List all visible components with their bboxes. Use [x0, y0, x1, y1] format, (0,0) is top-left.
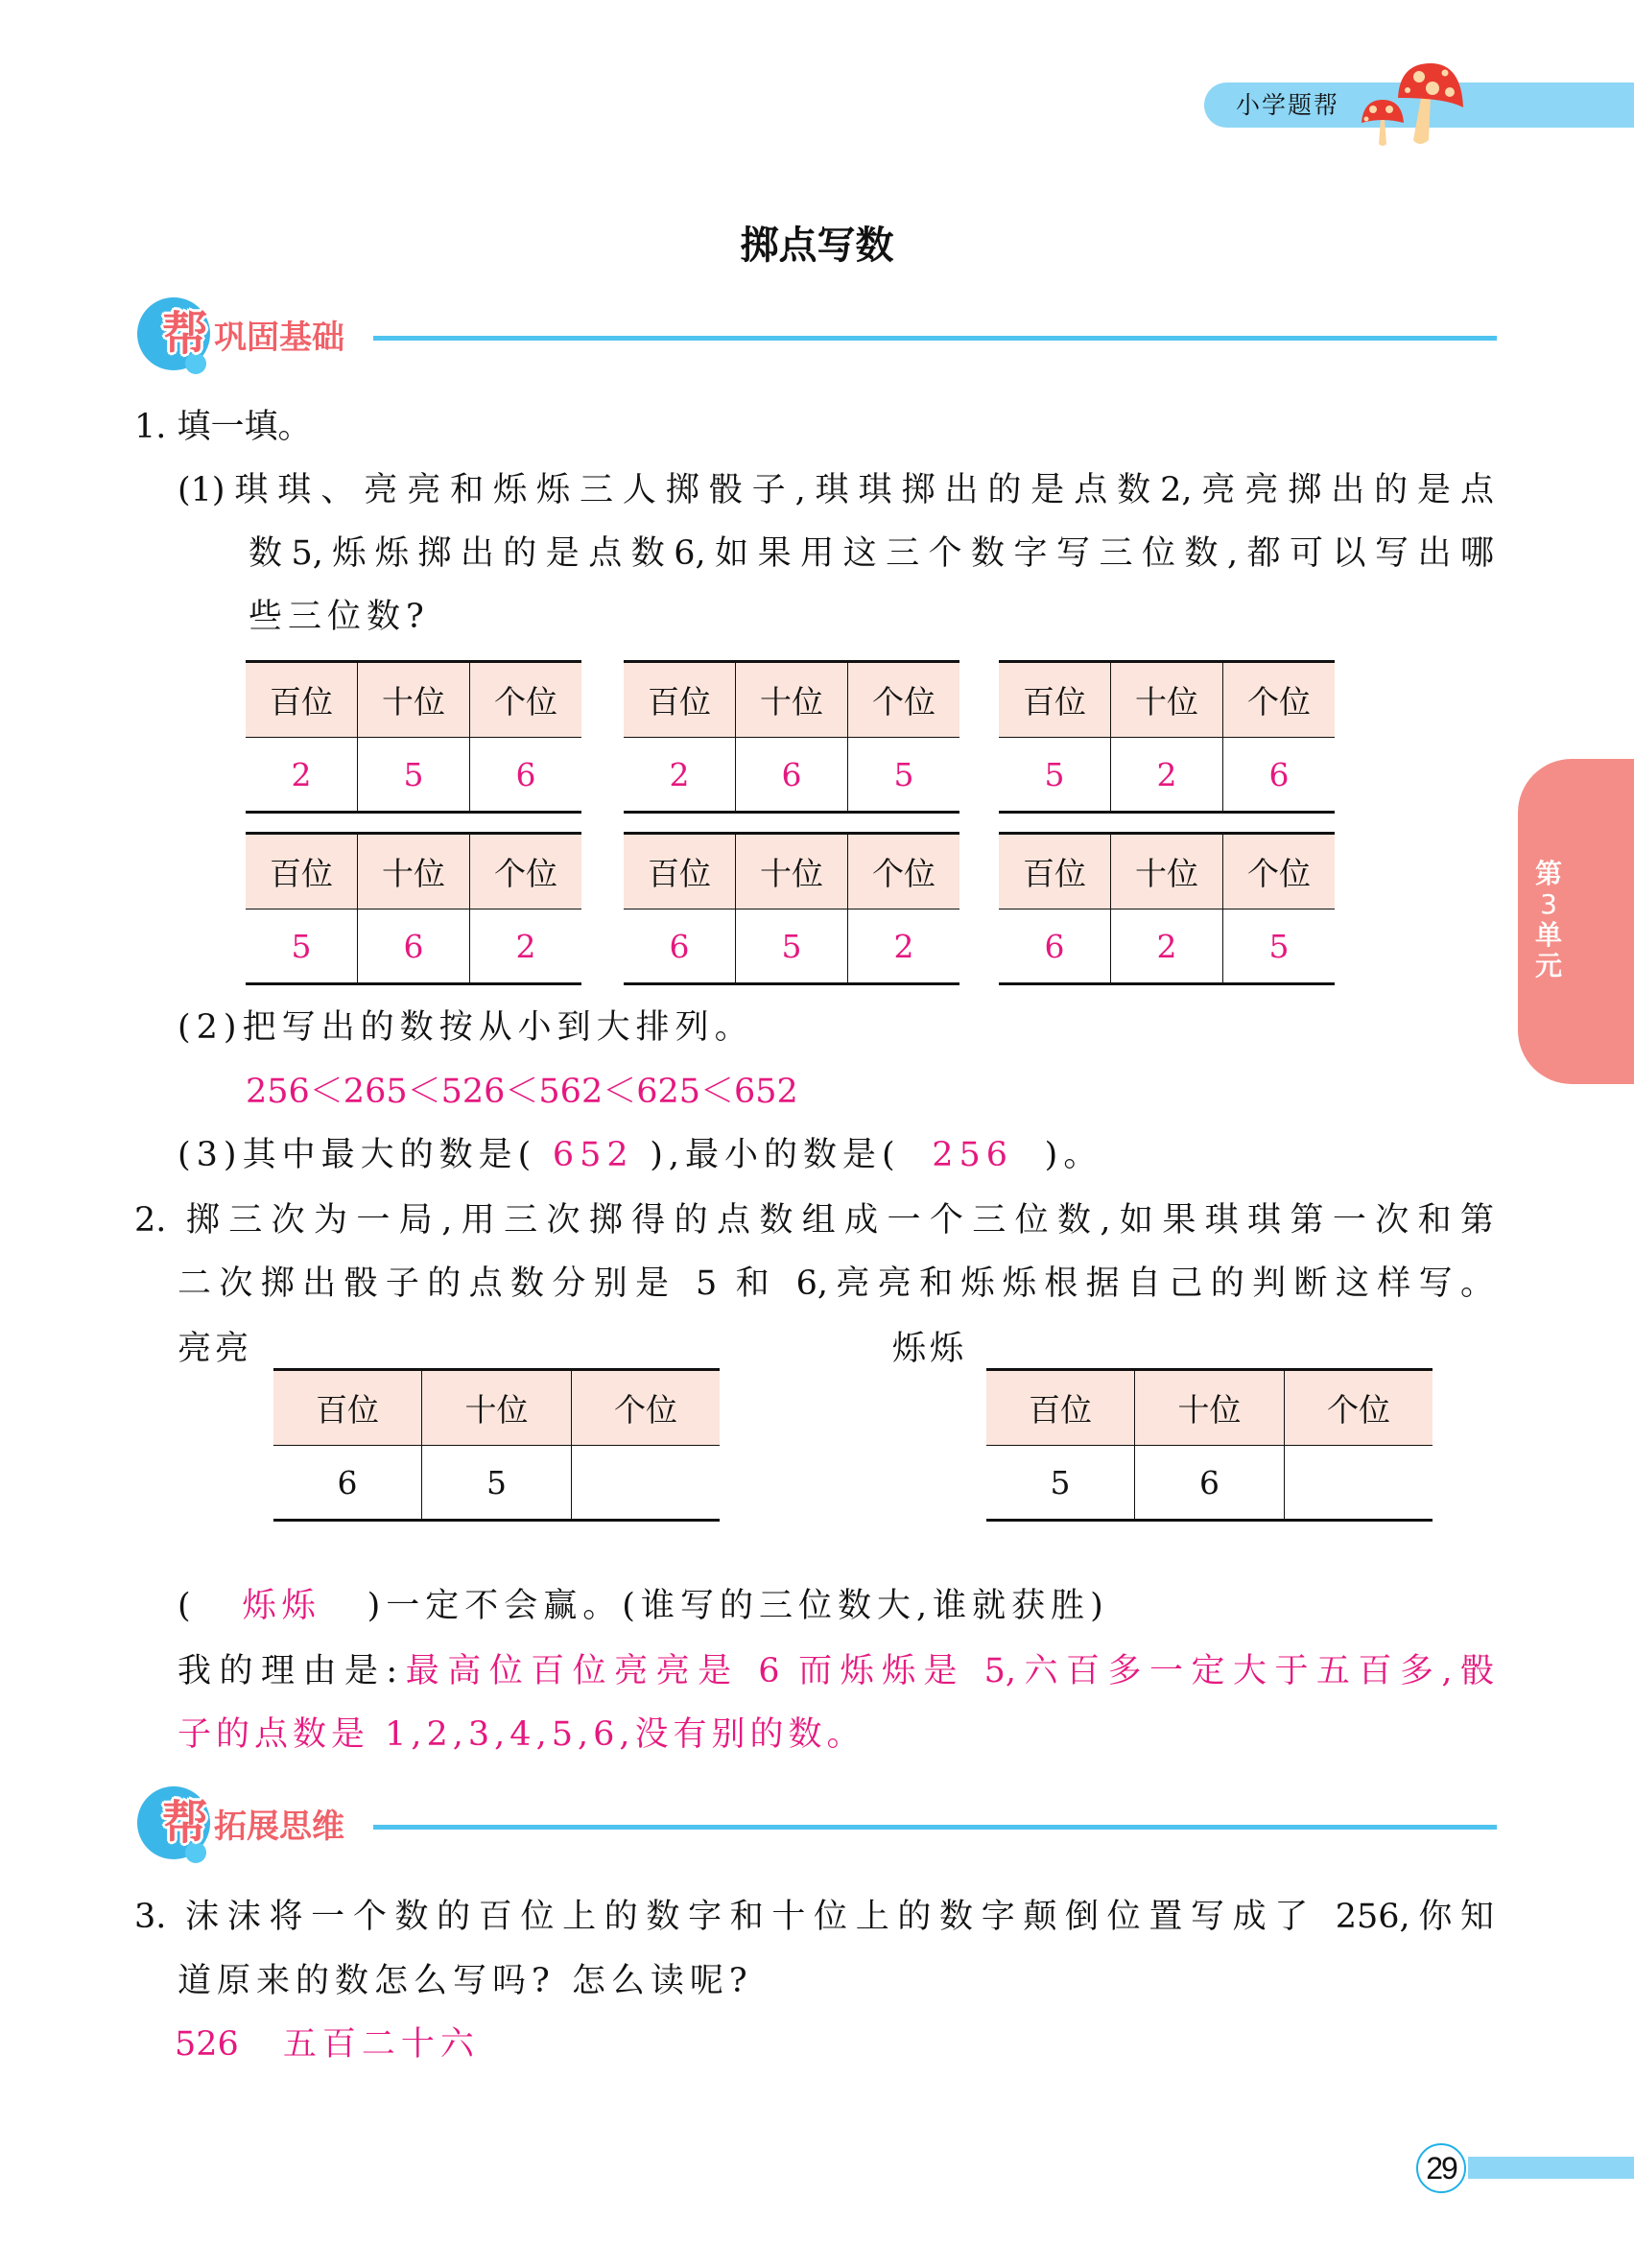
q1-p3-post: )。 [1044, 1136, 1103, 1174]
reason-answer: 最高位百位亮亮是 6 而烁烁是 5,六百多一定大于五百多,骰 [397, 1652, 1495, 1690]
header-hundreds: 百位 [246, 834, 358, 910]
cell-hundreds: 5 [999, 738, 1111, 813]
header-tens: 十位 [422, 1370, 572, 1446]
header-ones: 个位 [1284, 1370, 1433, 1446]
mushroom-icon [1358, 59, 1468, 148]
q1-p1-line: 数5,烁烁掷出的是点数6,如果用这三个数字写三位数,都可以写出哪 [249, 534, 1494, 573]
q2-loser-line [178, 1585, 1109, 1627]
header-tens: 十位 [1135, 1370, 1285, 1446]
cell-ones: 5 [1223, 910, 1336, 984]
q1-p2-answer: 256＜265＜526＜562＜625＜652 [246, 1073, 798, 1111]
section-header-extension [137, 1786, 1500, 1863]
q2-loser-rest: )一定不会赢。(谁写的三位数大,谁就获胜) [367, 1587, 1109, 1625]
section-header-basics [137, 297, 1500, 374]
page-title: 掷点写数 [740, 224, 894, 268]
q3-answer-number: 526 [175, 2025, 239, 2064]
q1-place-table [624, 832, 959, 985]
q1-p3-max-answer: 652 [552, 1136, 634, 1174]
cell-ones [571, 1446, 720, 1521]
q3-answer [175, 2023, 480, 2066]
section-badge-text: 帮 [162, 1796, 209, 1850]
header-hundreds: 百位 [999, 662, 1111, 738]
q2-line: 2. 掷三次为一局,用三次掷得的点数组成一个三位数,如果琪琪第一次和第 [134, 1201, 1494, 1240]
cell-hundreds: 6 [624, 910, 736, 984]
q1-p2-text: (2)把写出的数按从小到大排列。 [178, 1008, 754, 1047]
cell-ones: 5 [848, 738, 960, 813]
q3-line: 道原来的数怎么写吗? 怎么读呢? [178, 1962, 753, 2000]
cell-tens: 6 [358, 910, 470, 984]
unit-tab-label [1531, 859, 1566, 981]
q2-loser-answer: 烁烁 [242, 1587, 321, 1625]
header-tens: 十位 [358, 662, 470, 738]
reason-answer-cont: 子的点数是 1,2,3,4,5,6,没有别的数。 [178, 1715, 865, 1754]
header-ones: 个位 [1223, 662, 1336, 738]
q1-place-table [246, 660, 581, 814]
q1-place-table [999, 660, 1335, 814]
header-hundreds: 百位 [273, 1370, 422, 1446]
section-badge-text: 帮 [162, 307, 209, 361]
q1-p3 [178, 1134, 1102, 1176]
cell-tens: 6 [736, 738, 848, 813]
cell-hundreds: 2 [246, 738, 358, 813]
header-tens: 十位 [1111, 834, 1223, 910]
header-tens: 十位 [1111, 662, 1223, 738]
q3-line: 3. 沫沫将一个数的百位上的数字和十位上的数字颠倒位置写成了 256,你知 [134, 1898, 1494, 1936]
header-ones: 个位 [848, 834, 960, 910]
q1-p1-line: (1)琪琪、亮亮和烁烁三人掷骰子,琪琪掷出的是点数2,亮亮掷出的是点 [178, 471, 1494, 509]
shuoshuo-place-table [986, 1368, 1433, 1522]
cell-tens: 6 [1135, 1446, 1285, 1521]
header-ones: 个位 [1223, 834, 1336, 910]
section-divider [373, 1825, 1497, 1830]
q1-p3-mid: ),最小的数是( [650, 1136, 901, 1174]
cell-hundreds: 2 [624, 738, 736, 813]
q1-place-table [246, 832, 581, 985]
header-tens: 十位 [736, 834, 848, 910]
unit-tab-char: 3 [1540, 888, 1557, 920]
header-ones: 个位 [848, 662, 960, 738]
section-divider [373, 336, 1497, 341]
cell-tens: 2 [1111, 738, 1223, 813]
unit-tab-char: 第 [1534, 858, 1562, 889]
q1-p3-min-answer: 256 [932, 1136, 1014, 1174]
q2-line: 二次掷出骰子的点数分别是 5 和 6,亮亮和烁烁根据自己的判断这样写。 [178, 1264, 1494, 1303]
header-hundreds: 百位 [999, 834, 1111, 910]
header-hundreds: 百位 [986, 1370, 1135, 1446]
page-number: 29 [1416, 2143, 1466, 2193]
cell-hundreds: 5 [246, 910, 358, 984]
q1-place-table [999, 832, 1335, 985]
cell-hundreds: 6 [999, 910, 1111, 984]
header-ones: 个位 [470, 662, 582, 738]
cell-tens: 5 [736, 910, 848, 984]
brand-label: 小学题帮 [1236, 91, 1340, 119]
unit-tab-char: 元 [1534, 950, 1562, 981]
q1-heading: 1. 填一填。 [134, 408, 312, 446]
header-hundreds: 百位 [624, 834, 736, 910]
cell-tens: 5 [358, 738, 470, 813]
cell-ones: 2 [848, 910, 960, 984]
q2-reason-line [178, 1650, 1494, 1692]
liangliang-label: 亮亮 [178, 1330, 253, 1368]
q1-p1-line: 些三位数? [249, 598, 430, 636]
cell-ones: 2 [470, 910, 582, 984]
cell-hundreds: 5 [986, 1446, 1135, 1521]
cell-tens: 2 [1111, 910, 1223, 984]
reason-label: 我的理由是: [178, 1652, 398, 1690]
shuoshuo-label: 烁烁 [892, 1330, 968, 1368]
header-hundreds: 百位 [246, 662, 358, 738]
cell-tens: 5 [422, 1446, 572, 1521]
section-label: 拓展思维 [214, 1807, 344, 1846]
cell-ones: 6 [1223, 738, 1336, 813]
liangliang-place-table [273, 1368, 720, 1522]
header-ones: 个位 [571, 1370, 720, 1446]
q1-p3-pre: (3)其中最大的数是( [178, 1136, 537, 1174]
cell-ones: 6 [470, 738, 582, 813]
footer-bar [1468, 2157, 1634, 2179]
cell-ones [1284, 1446, 1433, 1521]
header-tens: 十位 [736, 662, 848, 738]
section-label: 巩固基础 [214, 319, 344, 357]
header-tens: 十位 [358, 834, 470, 910]
header-ones: 个位 [470, 834, 582, 910]
header-hundreds: 百位 [624, 662, 736, 738]
q3-answer-reading: 五百二十六 [282, 2025, 480, 2064]
unit-tab-char: 单 [1534, 919, 1562, 951]
q1-place-table [624, 660, 959, 814]
paren-open: ( [178, 1587, 197, 1625]
cell-hundreds: 6 [273, 1446, 422, 1521]
